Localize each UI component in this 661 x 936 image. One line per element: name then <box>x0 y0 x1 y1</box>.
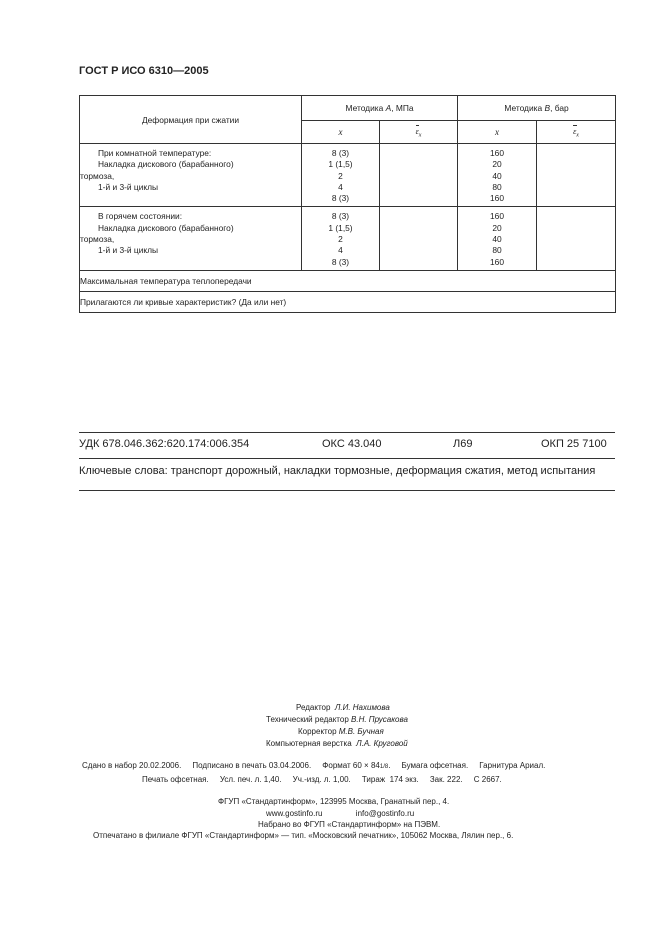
okp-code: ОКП 25 7100 <box>541 438 607 450</box>
subheader-b-x: x <box>458 121 537 144</box>
subheader-a-eps: $\varepsilon_x$ <box>380 121 458 144</box>
hot-method-a-x-values: 8 (3) 1 (1,5) 2 4 8 (3) <box>302 207 380 270</box>
credit-corrector: Корректор М.В. Бучная <box>298 727 384 736</box>
room-method-b-eps-values <box>537 144 616 207</box>
table-row-room-temperature <box>80 144 616 207</box>
credit-layout: Компьютерная верстка Л.А. Круговой <box>266 739 408 748</box>
table-row-max-temperature <box>80 270 616 291</box>
imprint-line-2: Печать офсетная. Усл. печ. л. 1,40. Уч.-изд. л. 1,00. Тираж 174 экз. Зак. 222. С 2667. <box>142 775 502 784</box>
room-method-a-x-values: 8 (3) 1 (1,5) 2 4 8 (3) <box>302 144 380 207</box>
table-row-hot-state <box>80 207 616 270</box>
imprint-line-6: Отпечатано в филиале ФГУП «Стандартинформ» — тип. «Московский печатник», 105062 Москва, Лялин пер., 6. <box>93 831 514 840</box>
divider-middle <box>79 458 615 459</box>
hot-state-description: В горячем состоянии: Накладка дискового (барабанного) тормоза, 1-й и 3-й циклы <box>80 207 302 270</box>
credit-editor: Редактор Л.И. Нахимова <box>296 703 390 712</box>
imprint-line-1: Сдано в набор 20.02.2006. Подписано в печать 03.04.2006. Формат 60 × 841/8. Бумага офсетная. Гарнитура Ариал. <box>82 761 546 770</box>
divider-bottom <box>79 490 615 491</box>
room-method-b-x-values: 160 20 40 80 160 <box>458 144 537 207</box>
imprint-line-4: www.gostinfo.ru info@gostinfo.ru <box>266 809 415 818</box>
hot-method-a-eps-values <box>380 207 458 270</box>
imprint-line-5: Набрано во ФГУП «Стандартинформ» на ПЭВМ. <box>258 820 441 829</box>
room-method-a-eps-values <box>380 144 458 207</box>
divider-top <box>79 432 615 433</box>
header-deformation: Деформация при сжатии <box>80 96 302 144</box>
hot-method-b-x-values: 160 20 40 80 160 <box>458 207 537 270</box>
curves-attached-label: Прилагаются ли кривые характеристик? (Да или нет) <box>80 291 616 312</box>
header-method-a: Методика А, МПа <box>302 96 458 121</box>
subheader-a-x: x <box>302 121 380 144</box>
credit-tech-editor: Технический редактор В.Н. Прусакова <box>266 715 408 724</box>
l-code: Л69 <box>453 438 473 450</box>
max-temperature-label: Максимальная температура теплопередачи <box>80 270 616 291</box>
room-temperature-description: При комнатной температуре: Накладка дискового (барабанного) тормоза, 1-й и 3-й циклы <box>80 144 302 207</box>
header-method-b: Методика В, бар <box>458 96 616 121</box>
subheader-b-eps: $\varepsilon_x$ <box>537 121 616 144</box>
imprint-line-3: ФГУП «Стандартинформ», 123995 Москва, Гранатный пер., 4. <box>218 797 450 806</box>
udk-code: УДК 678.046.362:620.174:006.354 <box>79 438 250 450</box>
keywords: Ключевые слова: транспорт дорожный, накладки тормозные, деформация сжатия, метод испытания <box>79 465 596 477</box>
table-row-curves-attached <box>80 291 616 312</box>
page-header-title: ГОСТ Р ИСО 6310—2005 <box>79 65 209 77</box>
oks-code: ОКС 43.040 <box>322 438 382 450</box>
hot-method-b-eps-values <box>537 207 616 270</box>
deformation-table <box>79 95 616 313</box>
